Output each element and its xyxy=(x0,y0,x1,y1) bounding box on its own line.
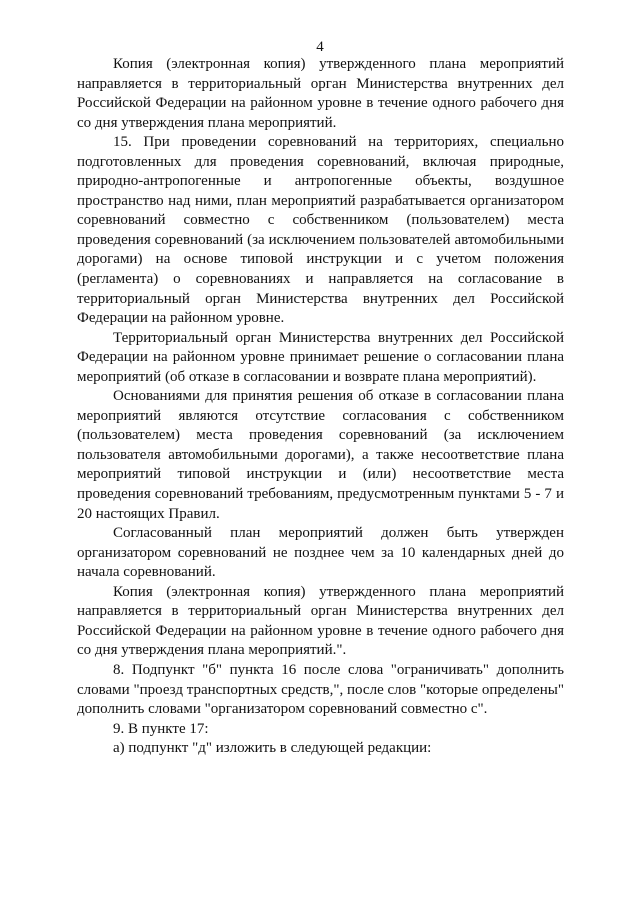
paragraph-item-8: 8. Подпункт "б" пункта 16 после слова "ограничивать" дополнить словами "проезд транспортных средств,", после слов "которые определены" дополнить словами "организатором соревнований совместно с". xyxy=(77,661,564,718)
paragraph-item-9: 9. В пункте 17: xyxy=(113,720,209,737)
paragraph-refusal-grounds: Основаниями для принятия решения об отказе в согласовании плана мероприятий являются отсутствие согласования с собственником (пользователем) места проведения соревнований (за исключением пользователя автомобильными дорогами), а также несоответствие плана мероприятий типовой инструкции и (или) несоответствие места проведения соревнований требованиям, предусмотренным пунктами 5 - 7 и 20 настоящих Правил. xyxy=(77,388,564,522)
paragraph-item-15: 15. При проведении соревнований на территориях, специально подготовленных для проведения соревнований, включая природные, природно-антропогенные и антропогенные объекты, воздушное пространство над ними, план мероприятий разрабатывается организатором соревнований совместно с собственником (пользователем) места проведения соревнований (за исключением пользователей автомобильными дорогами) на основе типовой инструкции и с учетом положения (регламента) о соревнованиях и направляется на согласование в территориальный орган Министерства внутренних дел Российской Федерации на районном уровне. xyxy=(77,134,564,327)
paragraph-territorial-decision: Территориальный орган Министерства внутренних дел Российской Федерации на районном уровне принимает решение о согласовании плана мероприятий (об отказе в согласовании и возврате плана мероприятий). xyxy=(77,329,564,385)
page-number: 4 xyxy=(316,39,324,55)
paragraph-approval-deadline: Согласованный план мероприятий должен быть утвержден организатором соревнований не позднее чем за 10 календарных дней до начала соревнований. xyxy=(77,525,564,581)
paragraph-subitem-d: а) подпункт "д" изложить в следующей редакции: xyxy=(113,740,432,757)
paragraph-copy-plan: Копия (электронная копия) утвержденного плана мероприятий направляется в территориальный орган Министерства внутренних дел Российской Федерации на районном уровне в течение одного рабочего дня со дня утверждения плана мероприятий. xyxy=(77,56,564,131)
paragraph-copy-plan-end: Копия (электронная копия) утвержденного плана мероприятий направляется в территориальный орган Министерства внутренних дел Российской Федерации на районном уровне в течение одного рабочего дня со дня утверждения плана мероприятий.". xyxy=(77,583,564,659)
document-body xyxy=(77,55,564,759)
